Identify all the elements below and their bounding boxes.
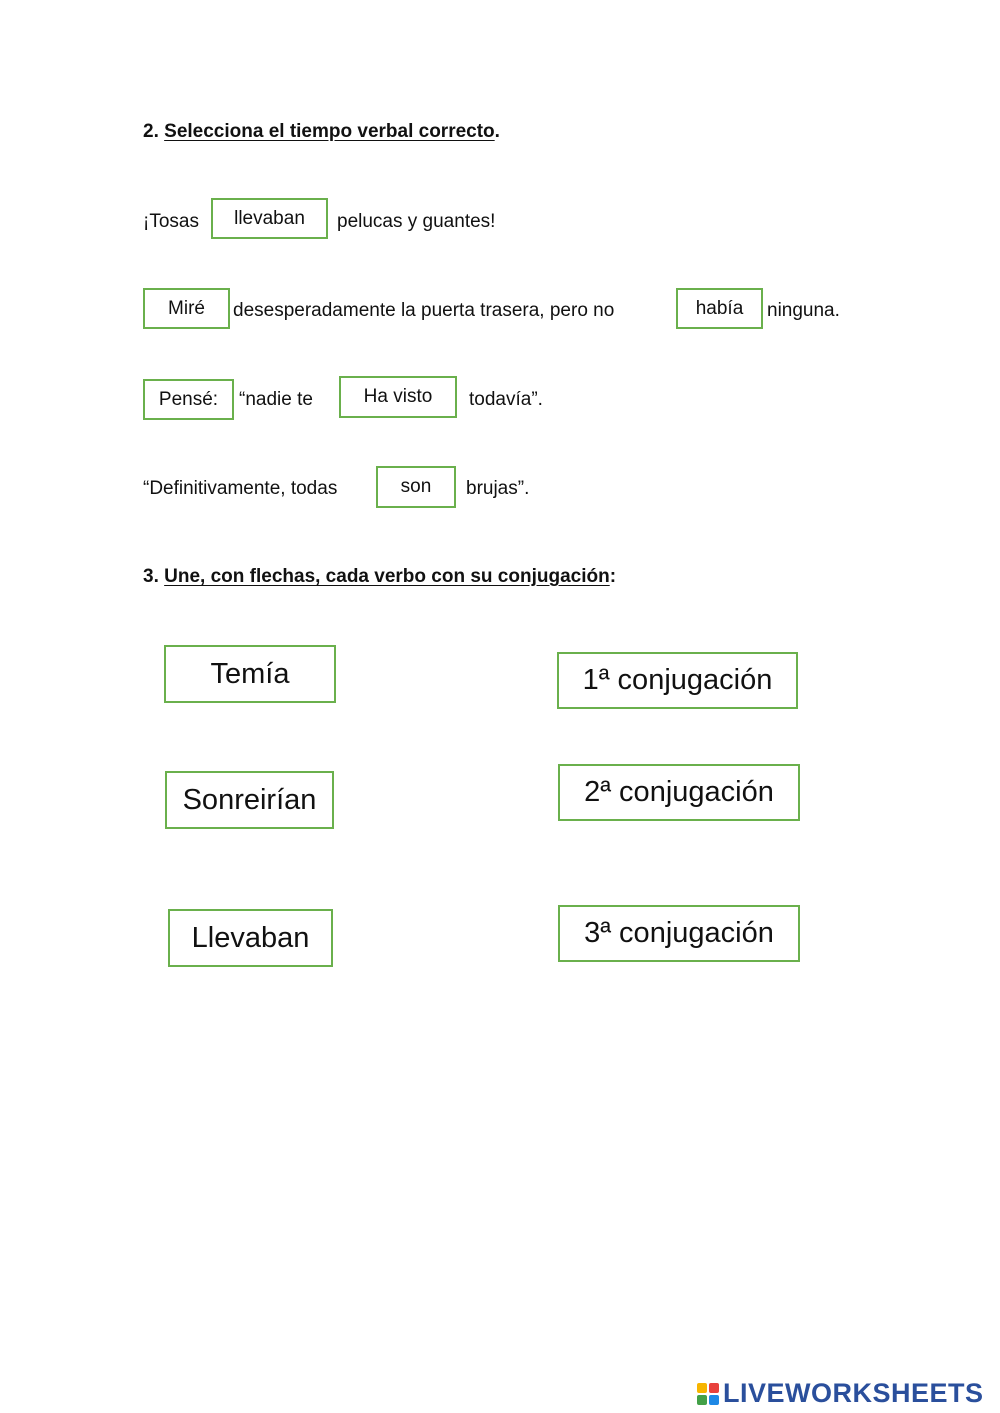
answer-box-3[interactable]: había: [676, 288, 763, 329]
liveworksheets-logo[interactable]: [697, 1378, 984, 1409]
answer-box-2[interactable]: Miré: [143, 288, 230, 329]
section-3-title-end: :: [609, 566, 617, 587]
answer-box-6[interactable]: son: [376, 466, 456, 508]
sentence-1-text-a: ¡Tosas: [143, 211, 199, 232]
logo-square-1: [697, 1383, 707, 1393]
section-2-number: 2.: [143, 121, 159, 142]
verb-box-llevaban[interactable]: Llevaban: [168, 909, 333, 967]
sentence-4-text-b: brujas”.: [466, 478, 530, 499]
conjugation-box-2[interactable]: 2ª conjugación: [558, 764, 800, 821]
verb-box-sonreirian[interactable]: Sonreirían: [165, 771, 334, 829]
sentence-1-text-b: pelucas y guantes!: [337, 211, 496, 232]
logo-square-3: [697, 1395, 707, 1405]
section-3-title: Une, con flechas, cada verbo con su conjugación: [164, 566, 610, 587]
answer-box-5[interactable]: Ha visto: [339, 376, 457, 418]
sentence-3-text-a: “nadie te: [239, 389, 313, 410]
conjugation-box-3[interactable]: 3ª conjugación: [558, 905, 800, 962]
section-3-heading: [143, 566, 616, 588]
section-2-title: Selecciona el tiempo verbal correcto: [164, 121, 495, 142]
sentence-4-text-a: “Definitivamente, todas: [143, 478, 338, 499]
section-2-heading: [143, 121, 500, 143]
section-2-title-end: .: [494, 121, 500, 142]
brand-name: LIVEWORKSHEETS: [723, 1378, 984, 1408]
logo-square-2: [709, 1383, 719, 1393]
section-3-number: 3.: [143, 566, 159, 587]
conjugation-box-1[interactable]: 1ª conjugación: [557, 652, 798, 709]
sentence-3-text-b: todavía”.: [469, 389, 543, 410]
sentence-2-text-a: desesperadamente la puerta trasera, pero no: [233, 300, 615, 321]
verb-box-temia[interactable]: Temía: [164, 645, 336, 703]
logo-square-4: [709, 1395, 719, 1405]
answer-box-1[interactable]: llevaban: [211, 198, 328, 239]
sentence-2-text-b: ninguna.: [767, 300, 840, 321]
answer-box-4[interactable]: Pensé:: [143, 379, 234, 420]
liveworksheets-logo-icon: [697, 1383, 719, 1405]
